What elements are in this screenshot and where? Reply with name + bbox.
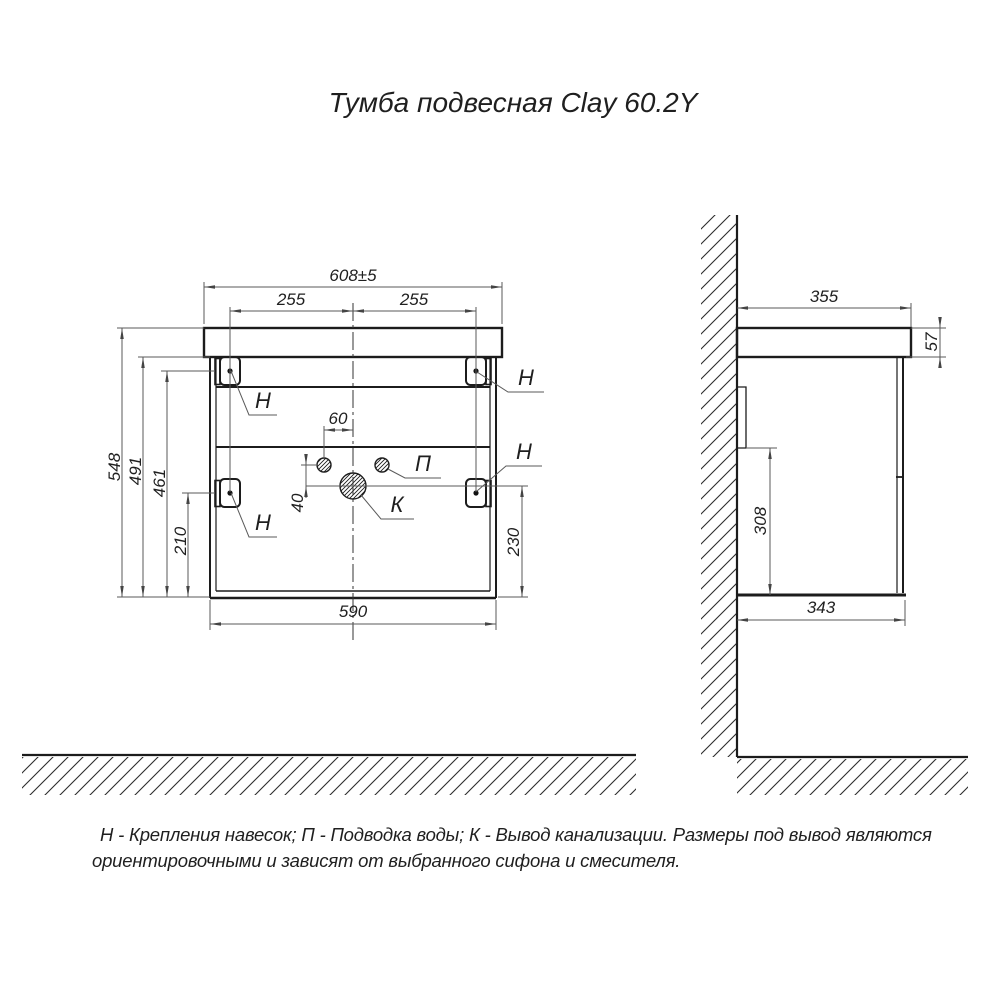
water-hole-left [317,458,331,472]
label-bracket-bottom-left: Н [255,510,271,535]
dim-water-offset: 60 [328,409,348,428]
wall-hatch [701,215,737,757]
floor-left [22,755,636,795]
floor-hatch-left [22,757,636,795]
floor-hatch-right [737,759,968,795]
dim-total-width: 608±5 [329,266,377,285]
water-hole-right [375,458,389,472]
dim-bottom-bracket-height: 210 [171,526,190,556]
drawing-title: Тумба подвесная Clay 60.2Y [328,87,698,118]
dim-drain-drop: 40 [288,493,307,513]
dim-bracket-offset-left: 255 [276,290,306,309]
dim-top-thickness: 57 [922,332,941,352]
wall-section [701,215,737,757]
bracket-bottom-right [466,479,491,507]
front-view [204,303,502,641]
label-bracket-top-left: Н [255,388,271,413]
note-line1: Н - Крепления навесок; П - Подводка воды; К - Вывод канализации. Размеры под вывод являются [100,824,932,845]
dim-body-depth: 343 [806,598,836,617]
note-line2: ориентировочными и зависят от выбранного сифона и смесителя. [92,850,681,871]
front-dimensions [117,282,544,630]
dim-top-depth: 355 [809,287,839,306]
floor-right [737,757,968,795]
dim-total-height: 548 [105,452,124,482]
dim-top-bracket-height: 461 [150,468,169,498]
side-view [737,328,911,595]
leader-drain [361,495,414,519]
bracket-top-right [466,357,491,385]
label-water: П [415,451,431,476]
dim-body-width: 590 [338,602,368,621]
label-drain: К [390,492,404,517]
side-dimensions [737,303,946,626]
label-bracket-top-right: Н [518,365,534,390]
side-back-notch [737,387,746,448]
dim-bracket-offset-right: 255 [399,290,429,309]
dim-body-height: 491 [126,456,145,486]
side-countertop [737,328,911,357]
dim-drain-height: 230 [504,527,523,557]
label-bracket-bottom-right: Н [516,439,532,464]
bracket-top-left [215,357,240,385]
dim-back-height: 308 [751,506,770,536]
bracket-bottom-left [215,479,240,507]
